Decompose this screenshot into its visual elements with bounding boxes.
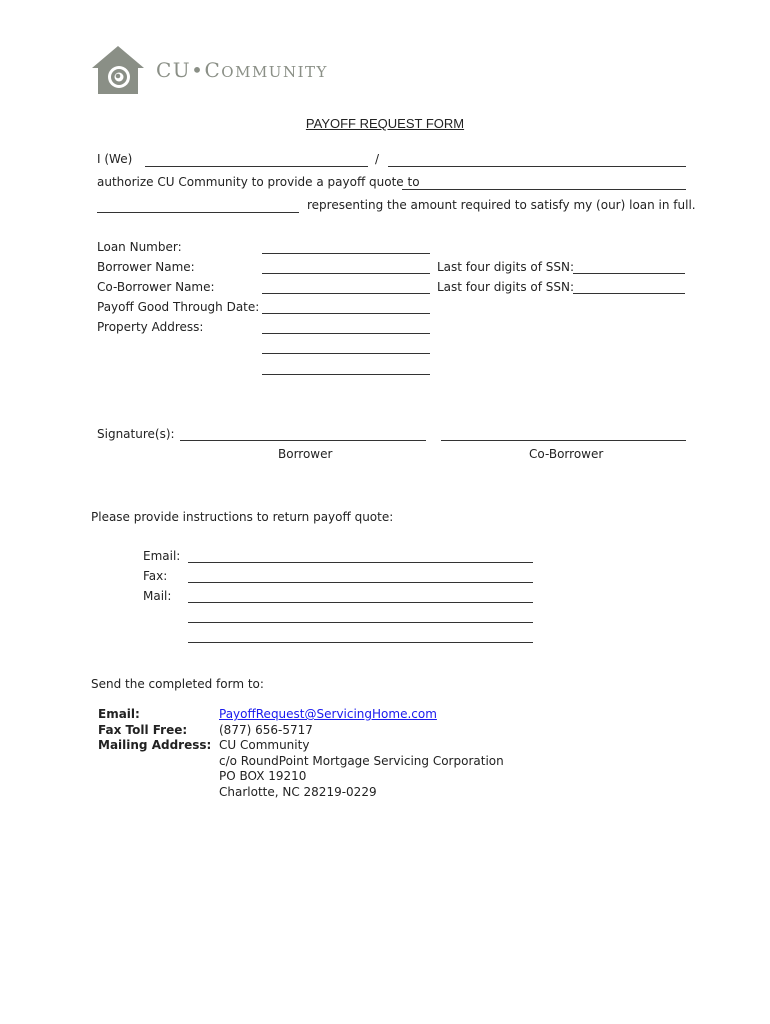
send-fax-label: Fax Toll Free: (98, 722, 188, 737)
send-address-line-4: Charlotte, NC 28219-0229 (219, 784, 377, 799)
ssn-label-coborrower: Last four digits of SSN: (437, 280, 575, 294)
form-title: PAYOFF REQUEST FORM (305, 116, 465, 131)
ssn-field-borrower[interactable] (573, 273, 685, 274)
send-address-line-1: CU Community (219, 738, 310, 753)
brand-name: CU•COMMUNITY (156, 58, 328, 82)
loan-number-label: Loan Number: (97, 240, 182, 254)
payoff-date-field[interactable] (262, 313, 430, 314)
send-address-line-3: PO BOX 19210 (219, 769, 307, 784)
return-fax-label: Fax: (143, 569, 168, 583)
house-logo-icon (90, 44, 146, 96)
loan-number-field[interactable] (262, 253, 430, 254)
return-mail-label: Mail: (143, 589, 172, 603)
ssn-label-borrower: Last four digits of SSN: (437, 260, 575, 274)
payoff-date-label: Payoff Good Through Date: (97, 300, 260, 314)
ssn-field-coborrower[interactable] (573, 293, 685, 294)
return-mail-field-2[interactable] (188, 622, 533, 623)
coborrower-caption: Co-Borrower (529, 447, 604, 461)
coborrower-name-input[interactable] (262, 293, 430, 294)
borrower-signature-field[interactable] (180, 440, 426, 441)
return-mail-field-1[interactable] (188, 602, 533, 603)
return-instructions-text: Please provide instructions to return payoff quote: (91, 510, 394, 524)
property-address-line-2[interactable] (262, 353, 430, 354)
borrower-caption: Borrower (278, 447, 333, 461)
coborrower-name-label: Co-Borrower Name: (97, 280, 215, 294)
borrower-name-field[interactable] (145, 166, 368, 167)
send-to-text: Send the completed form to: (91, 677, 264, 691)
send-labels (98, 707, 211, 754)
slash-separator: / (375, 152, 380, 166)
return-fax-field[interactable] (188, 582, 533, 583)
property-address-line-3[interactable] (262, 374, 430, 375)
signatures-label: Signature(s): (97, 427, 175, 441)
send-values (219, 707, 504, 801)
quote-recipient-field[interactable] (402, 189, 686, 190)
borrower-name-label: Borrower Name: (97, 260, 195, 274)
coborrower-name-field[interactable] (388, 166, 686, 167)
return-mail-field-3[interactable] (188, 642, 533, 643)
i-we-label: I (We) (97, 152, 133, 166)
borrower-name-input[interactable] (262, 273, 430, 274)
send-email-link[interactable]: PayoffRequest@ServicingHome.com (219, 707, 437, 721)
property-address-line-1[interactable] (262, 333, 430, 334)
coborrower-signature-field[interactable] (441, 440, 686, 441)
send-email-label: Email: (98, 707, 140, 721)
return-email-field[interactable] (188, 562, 533, 563)
property-address-label: Property Address: (97, 320, 204, 334)
authorize-text: authorize CU Community to provide a payoff quote to (97, 175, 420, 189)
representing-text: representing the amount required to satisfy my (our) loan in full. (307, 198, 696, 212)
return-email-label: Email: (143, 549, 181, 563)
send-fax-value: (877) 656-5717 (219, 722, 313, 737)
send-mail-label: Mailing Address: (98, 738, 212, 753)
send-address-line-2: c/o RoundPoint Mortgage Servicing Corporation (219, 753, 504, 768)
quote-recipient-field-2[interactable] (97, 212, 299, 213)
